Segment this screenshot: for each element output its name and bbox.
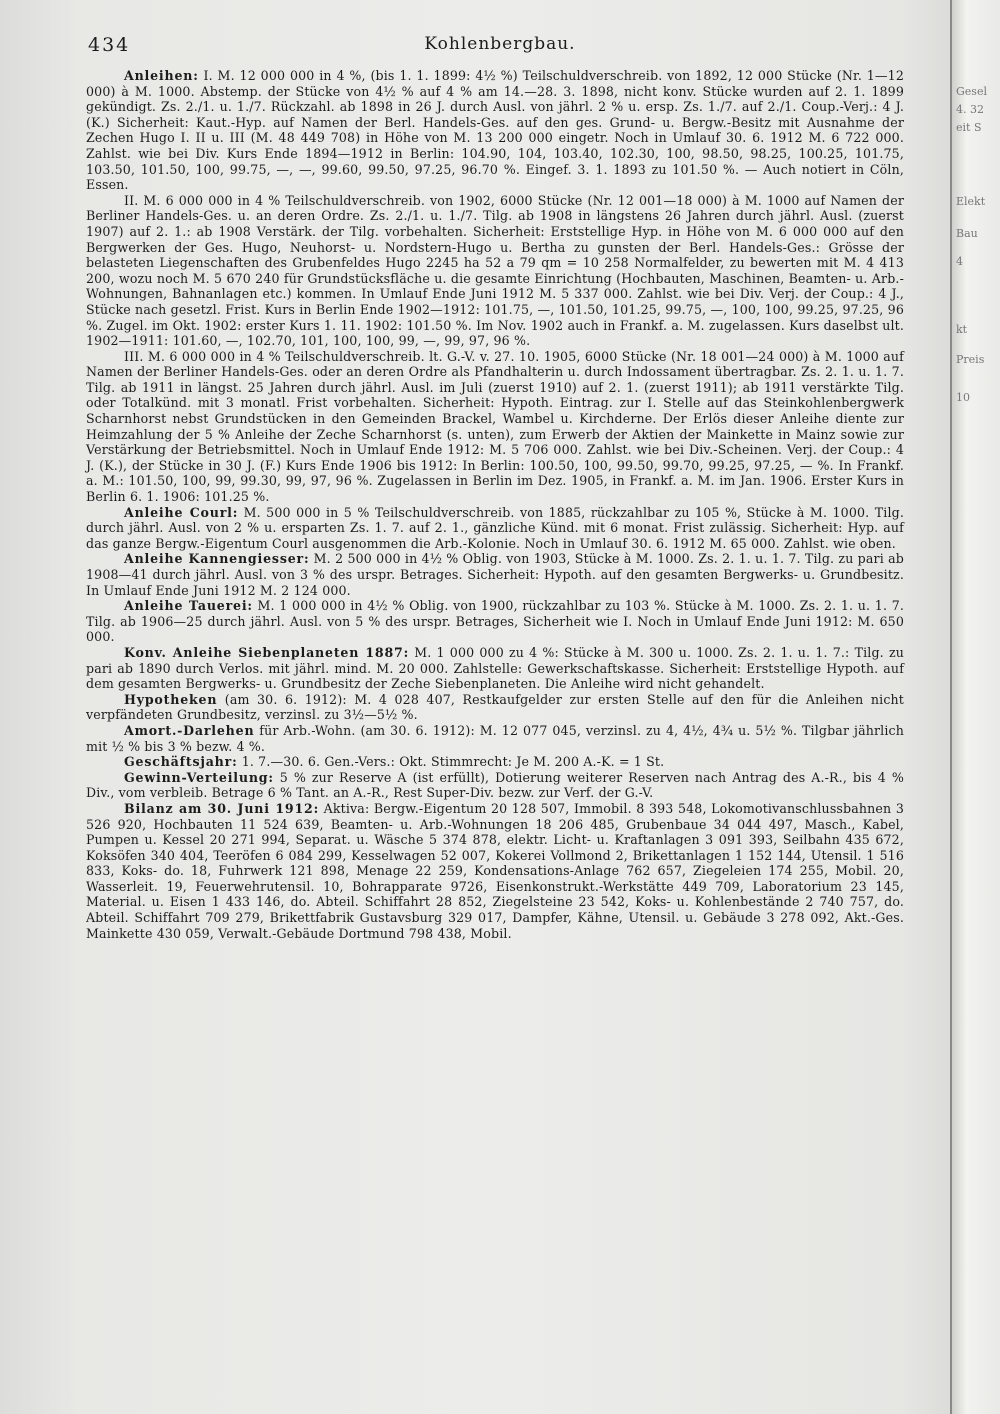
paragraph-text: M. 1 000 000 in 4½ % Oblig. von 1900, rückzahlbar zu 103 %. Stücke à M. 1000. Zs. 2. 1. u. 1. 7. Tilg. ab 1906—25 durch jährl. Ausl. von 5 % des urspr. Betrages, Sicherheit wie I. Noch in Umlauf Ende Juni 1912: M. 650 000. [86, 598, 905, 645]
edge-fragment: Bau [956, 228, 978, 239]
paragraph-text: II. M. 6 000 000 in 4 % Teilschuldverschreib. von 1902, 6000 Stücke (Nr. 12 001—18 000) à M. 1000 auf Namen der Berliner Handels-Ges. u. an deren Ordre. Zs. 2./1. u. 1./7. Tilg. ab 1908 in längstens 26 Jahren durch jährl. Ausl. (zuerst 1907) auf 2. 1.: ab 1908 Verstärk. der Tilg. vorbehalten. Sicherheit: Erststellige Hyp. in Höhe von M. 6 000 000 auf den Bergwerken der Ges. Hugo, Neuhorst- u. Nordstern-Hugo u. Bertha zu gunsten der Berl. Handels-Ges.: Grösse der belasteten Liegenschaften des Grubenfeldes Hugo 2245 ha 52 a 79 qm = 10 258 Normalfelder, zu bewerten mit M. 4 413 200, wozu noch M. 5 670 240 für Grundstücksfläche u. die gesamte Einrichtung (Hochbauten, Maschinen, Beamten- u. Arb.-Wohnungen, Bahnanlagen etc.) kommen. In Umlauf Ende Juni 1912 M. 5 337 000. Zahlst. wie bei Div. Verj. der Coup.: 4 J., Stücke nach gesetzl. Frist. Kurs in Berlin Ende 1902—1912: 101.75, —, 101.50, 101.25, 99.75, —, 100, 100, 99.25, 97.25, 96 %. Zugel. im Okt. 1902: erster Kurs 1. 11. 1902: 101.50 %. Im Nov. 1902 auch in Frankf. a. M. zugelassen. Kurs daselbst ult. 1902—1911: 101.60, —, 102.70, 101, 100, 100, 99, —, 99, 97, 96 %. [86, 192, 904, 349]
paragraph-geschaeftsjahr [86, 754, 904, 770]
adjacent-page-edge [950, 0, 1000, 1414]
edge-fragment: eit S [956, 122, 982, 133]
paragraph-heading: Anleihe Courl: [124, 504, 239, 520]
paragraph-anleihe-kannengiesser [86, 551, 904, 598]
paragraph-anleihe-tauerei [86, 598, 904, 645]
paragraph-text: (am 30. 6. 1912): M. 4 028 407, Restkaufgelder zur ersten Stelle auf den für die Anleihen nicht verpfändeten Grundbesitz, verzinsl. zu 3½—5½ %. [86, 691, 905, 723]
paragraph-text: M. 2 500 000 in 4½ % Oblig. von 1903, Stücke à M. 1000. Zs. 2. 1. u. 1. 7. Tilg. zu pari ab 1908—41 durch jährl. Ausl. von 3 % des urspr. Betrages. Sicherheit: Hypoth. auf den gesamten Bergwerks- u. Grundbesitz. In Umlauf Ende Juni 1912 M. 2 124 000. [86, 551, 904, 598]
paragraph-heading: Bilanz am 30. Juni 1912: [124, 800, 320, 816]
edge-fragment: kt [956, 324, 968, 335]
edge-fragment: Preis [956, 354, 985, 365]
paragraph-heading: Geschäftsjahr: [124, 754, 238, 770]
edge-fragment: 4 [956, 256, 963, 267]
edge-fragment: 4. 32 [956, 104, 984, 115]
paragraph-heading: Anleihen: [124, 68, 199, 83]
paragraph-text: 5 % zur Reserve A (ist erfüllt), Dotierung weiterer Reserven nach Antrag des A.-R., bis 4 % Div., vom verbleib. Betrage 6 % Tant. an A.-R., Rest Super-Div. bezw. zur Verf. der G.-V. [86, 769, 904, 801]
edge-fragment: Gesel [956, 86, 987, 97]
edge-fragment: 10 [956, 392, 970, 403]
paragraph-anleihe-siebenplaneten [86, 645, 904, 692]
edge-fragment: Elekt [956, 196, 986, 207]
text-column [86, 68, 904, 941]
paragraph-anleihen-iii [86, 349, 904, 505]
paragraph-text: M. 1 000 000 zu 4 %: Stücke à M. 300 u. 1000. Zs. 2. 1. u. 1. 7.: Tilg. zu pari ab 1890 durch Verlos. mit jährl. mind. M. 20 000. Zahlstelle: Gewerkschaftskasse. Sicherheit: Erststellige Hypoth. auf dem gesamten Bergwerks- u. Grundbesitz der Zeche Siebenplaneten. Die Anleihe wird nicht gehandelt. [86, 644, 905, 692]
paragraph-heading: Amort.-Darlehen [124, 722, 255, 738]
paragraph-text: Aktiva: Bergw.-Eigentum 20 128 507, Immobil. 8 393 548, Lokomotivanschlussbahnen 3 526 920, Hochbauten 11 524 639, Beamten- u. Arb.-Wohnungen 18 206 485, Grubenbaue 34 044 497, Masch., Kabel, Pumpen u. Kessel 20 271 994, Separat. u. Wäsche 5 374 878, elektr. Licht- u. Kraftanlagen 3 091 393, Seilbahn 435 672, Koksöfen 340 404, Teeröfen 6 084 299, Kesselwagen 52 007, Kokerei Vollmond 2, Brikettanlagen 1 152 144, Utensil. 1 516 833, Koks- do. 18, Fuhrwerk 121 898, Menage 22 259, Kondensations-Anlage 762 657, Ziegeleien 174 255, Mobil. 20, Wasserleit. 19, Feuerwehrutensil. 10, Bohrapparate 9726, Eisenkonstrukt.-Werkstätte 449 709, Laboratorium 23 145, Material. u. Eisen 1 433 146, do. Abteil. Schiffahrt 28 852, Ziegelsteine 23 542, Koks- u. Kohlenbestände 2 740 757, do. Abteil. Schiffahrt 709 279, Brikettfabrik Gustavsburg 329 017, Dampfer, Kähne, Utensil. u. Gebäude 3 278 092, Akt.-Ges. Mainkette 430 059, Verwalt.-Gebäude Dortmund 798 438, Mobil. [86, 800, 904, 941]
paragraph-bilanz [86, 801, 904, 941]
paragraph-heading: Gewinn-Verteilung: [124, 769, 274, 785]
paragraph-text: I. M. 12 000 000 in 4 %, (bis 1. 1. 1899: 4½ %) Teilschuldverschreib. von 1892, 12 000 Stücke (Nr. 1—12 000) à M. 1000. Abstemp. der Stücke von 4½ % auf 4 % am 14.—28. 3. 1898, nicht konv. Stücke wurden auf 2. 1. 1899 gekündigt. Zs. 2./1. u. 1./7. Rückzahl. ab 1898 in 26 J. durch Ausl. von jährl. 2 % u. ersp. Zs. 1./7. auf 2./1. Coup.-Verj.: 4 J. (K.) Sicherheit: Kaut.-Hyp. auf Namen der Berl. Handels-Ges. auf den ges. Grund- u. Bergw.-Besitz mit Ausnahme der Zechen Hugo I. II u. III (M. 48 449 708) in Höhe von M. 13 200 000 eingetr. Noch in Umlauf 30. 6. 1912 M. 6 722 000. Zahlst. wie bei Div. Kurs Ende 1894—1912 in Berlin: 104.90, 104, 103.40, 102.30, 100, 98.50, 98.25, 100.25, 101.75, 103.50, 101.50, 100, 99.75, —, —, 99.60, 99.50, 97.25, 96.70 %. Eingef. 3. 1. 1893 zu 101.50 %. — Auch notiert in Cöln, Essen. [86, 68, 904, 193]
paragraph-text: 1. 7.—30. 6. Gen.-Vers.: Okt. Stimmrecht: Je M. 200 A.-K. = 1 St. [241, 754, 665, 770]
paragraph-heading: Konv. Anleihe Siebenplaneten 1887: [124, 644, 410, 660]
paragraph-gewinn-verteilung [86, 770, 904, 801]
page-number: 434 [88, 34, 131, 56]
paragraph-text: für Arb.-Wohn. (am 30. 6. 1912): M. 12 077 045, verzinsl. zu 4, 4½, 4¾ u. 5½ %. Tilgbar jährlich mit ½ % bis 3 % bezw. 4 %. [86, 722, 904, 754]
paragraph-anleihen-ii [86, 193, 904, 349]
paragraph-amort-darlehen [86, 723, 904, 754]
paragraph-heading: Anleihe Kannengiesser: [124, 551, 310, 567]
paragraph-heading: Hypotheken [124, 691, 218, 707]
paragraph-text: M. 500 000 in 5 % Teilschuldverschreib. von 1885, rückzahlbar zu 105 %, Stücke à M. 1000. Tilg. durch jährl. Ausl. von 2 % u. ersparten Zs. 1. 7. auf 2. 1., gänzliche Künd. mit 6 monat. Frist zulässig. Sicherheit: Hyp. auf das ganze Bergw.-Eigentum Courl ausgenommen die Arb.-Kolonie. Noch in Umlauf 30. 6. 1912 M. 65 000. Zahlst. wie oben. [86, 504, 904, 551]
paragraph-anleihe-courl [86, 505, 904, 552]
running-title: Kohlenbergbau. [424, 34, 576, 54]
paragraph-text: III. M. 6 000 000 in 4 % Teilschuldverschreib. lt. G.-V. v. 27. 10. 1905, 6000 Stücke (Nr. 18 001—24 000) à M. 1000 auf Namen der Berliner Handels-Ges. oder an deren Ordre als Pfandhalterin u. durch Indossament übertragbar. Zs. 2. 1. u. 1. 7. Tilg. ab 1911 in längst. 25 Jahren durch jährl. Ausl. im Juli (zuerst 1910) auf 2. 1. (zuerst 1911); ab 1911 verstärkte Tilg. oder Totalkünd. mit 3 monatl. Frist vorbehalten. Sicherheit: Hypoth. Eintrag. zur I. Stelle auf das Steinkohlenbergwerk Scharnhorst nebst Grundstücken in den Gemeinden Brackel, Wambel u. Kirchderne. Der Erlös dieser Anleihe diente zur Heimzahlung der 5 % Anleihe der Zeche Scharnhorst (s. unten), zum Erwerb der Aktien der Mainkette in Mainz sowie zur Verstärkung der Betriebsmittel. Noch in Umlauf Ende 1912: M. 5 706 000. Zahlst. wie bei Div.-Scheinen. Verj. der Coup.: 4 J. (K.), der Stücke in 30 J. (F.) Kurs Ende 1906 bis 1912: In Berlin: 100.50, 100, 99.50, 99.70, 99.25, 97.25, — %. In Frankf. a. M.: 101.50, 100, 99, 99.30, 99, 97, 96 %. Zugelassen in Berlin im Dez. 1905, in Frankf. a. M. im Jan. 1906. Erster Kurs in Berlin 6. 1. 1906: 101.25 %. [86, 348, 904, 505]
paragraph-heading: Anleihe Tauerei: [124, 598, 253, 614]
paragraph-anleihen-i [86, 68, 904, 193]
paragraph-hypotheken [86, 692, 904, 723]
